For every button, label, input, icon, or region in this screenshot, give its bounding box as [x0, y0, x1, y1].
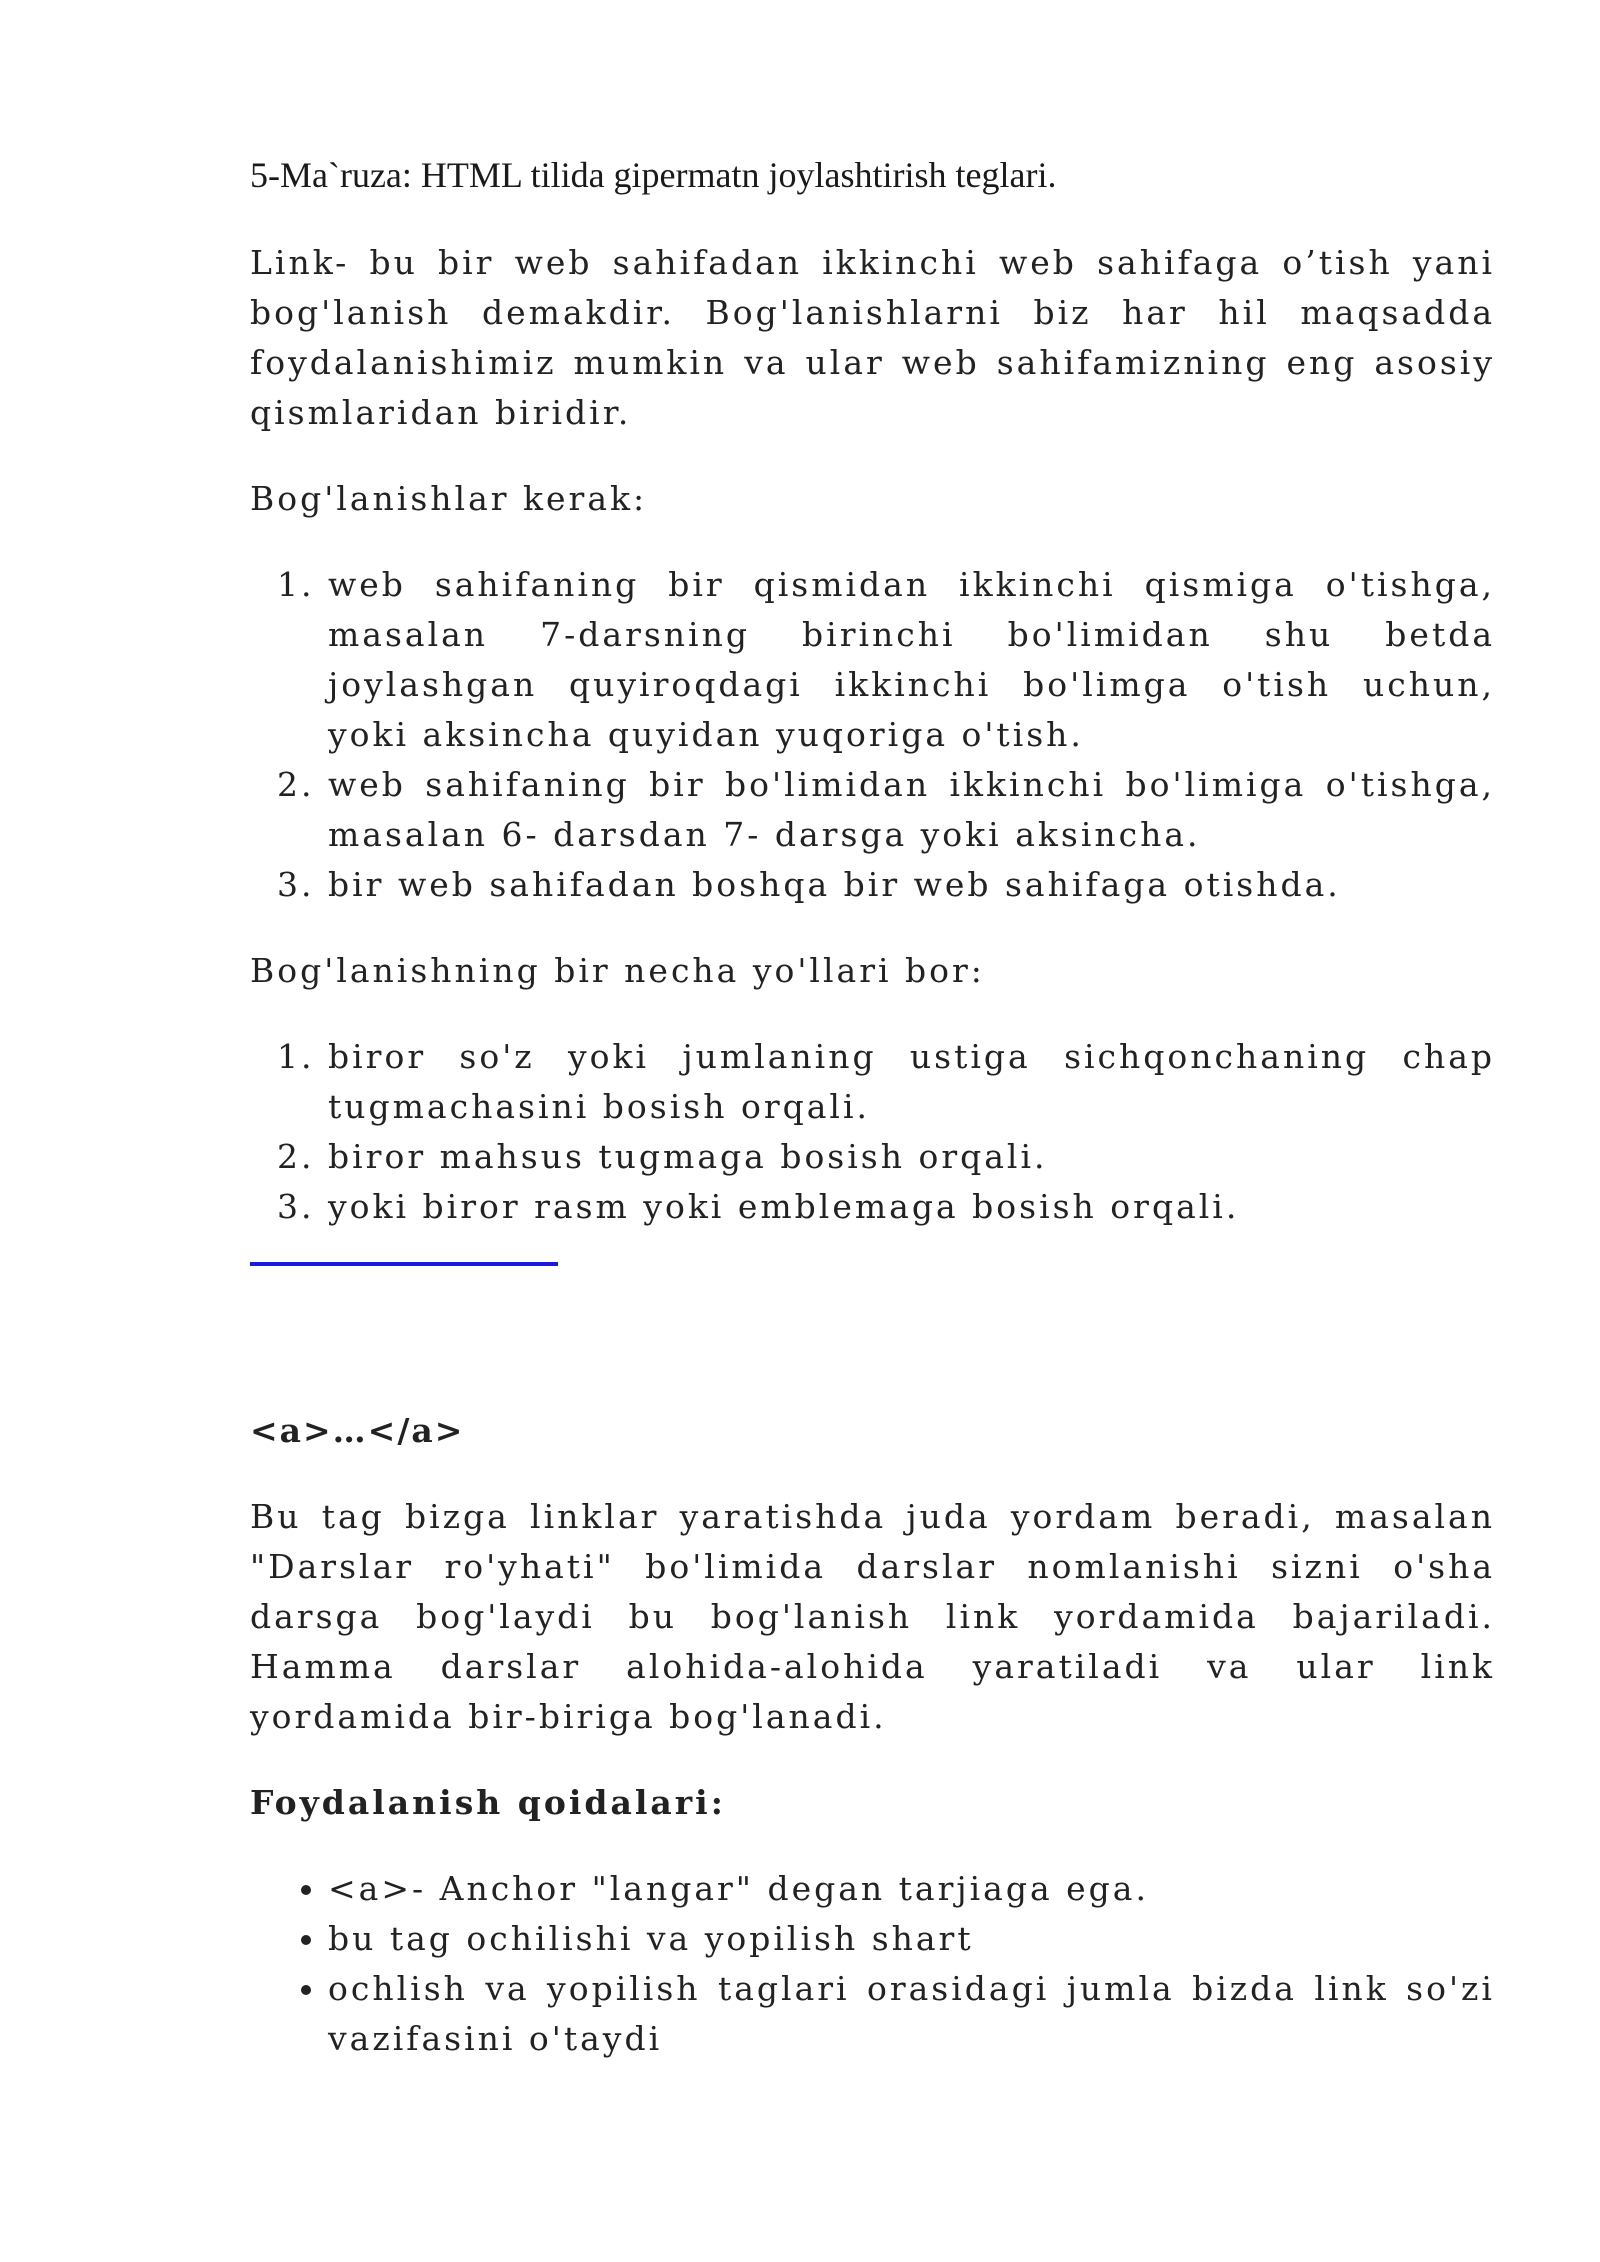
list-item: 3. yoki biror rasm yoki emblemaga bosish orqali.: [328, 1182, 1495, 1232]
list-item: 1. web sahifaning bir qismidan ikkinchi qismiga o'tishga, masalan 7-darsning birinchi bo'limidan shu betda joylashgan quyiroqdagi ikkinchi bo'limga o'tish uchun, yoki aksincha quyidan yuqoriga o'tish.: [328, 560, 1495, 760]
rules-heading: Foydalanish qoidalari:: [250, 1783, 726, 1822]
rules-list: [250, 1864, 1495, 2064]
intro-paragraph: Link- bu bir web sahifadan ikkinchi web sahifaga o’tish yani bog'lanish demakdir. Bog'lanishlarni biz har hil maqsadda foydalanishimiz mumkin va ular web sahifamizning eng asosiy qismlaridan biridir.: [250, 243, 1495, 432]
needs-list: [250, 560, 1495, 910]
list-item: • <a>- Anchor "langar" degan tarjiaga ega.: [328, 1864, 1495, 1914]
list-item: 2. biror mahsus tugmaga bosish orqali.: [328, 1132, 1495, 1182]
list-item: • ochlish va yopilish taglari orasidagi jumla bizda link so'zi vazifasini o'taydi: [328, 1964, 1495, 2064]
ways-heading: Bog'lanishning bir necha yo'llari bor:: [250, 951, 985, 990]
ways-list: [250, 1032, 1495, 1232]
list-item: 3. bir web sahifadan boshqa bir web sahifaga otishda.: [328, 860, 1495, 910]
list-item: 1. biror so'z yoki jumlaning ustiga sichqonchaning chap tugmachasini bosish orqali.: [328, 1032, 1495, 1132]
anchor-tag-heading: <a>…</a>: [250, 1411, 465, 1450]
lecture-title: 5-Ma`ruza: HTML tilida gipermatn joylashtirish teglari.: [250, 155, 1057, 195]
needs-heading: Bog'lanishlar kerak:: [250, 479, 648, 518]
horizontal-rule: [250, 1262, 558, 1266]
list-item: • bu tag ochilishi va yopilish shart: [328, 1914, 1495, 1964]
tag-description: Bu tag bizga linklar yaratishda juda yordam beradi, masalan "Darslar ro'yhati" bo'limida darslar nomlanishi sizni o'sha darsga bog'laydi bu bog'lanish link yordamida bajariladi. Hamma darslar alohida-alohida yaratiladi va ular link yordamida bir-biriga bog'lanadi.: [250, 1497, 1495, 1736]
list-item: 2. web sahifaning bir bo'limidan ikkinchi bo'limiga o'tishga, masalan 6- darsdan 7- darsga yoki aksincha.: [328, 760, 1495, 860]
document-page: [250, 150, 1495, 2100]
